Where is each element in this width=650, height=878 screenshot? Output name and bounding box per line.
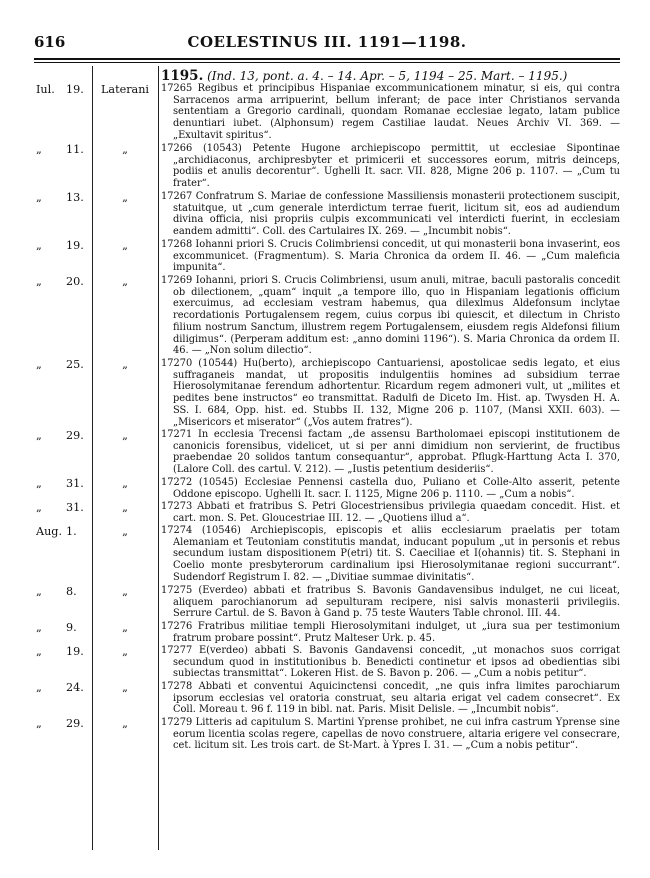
entry-day: 31. <box>66 477 84 490</box>
entry-place: „ <box>122 358 128 371</box>
entry-day: 1. <box>66 525 77 538</box>
entry-body: 17278 Abbati et conventui Aquicinctensi concedit, „ne quis infra limites parochiarum ipsorum ecclesias vel oratoria construat, seu altaria erigat vel cadem consecret“. Ex Coll. Moreau t. 96 f. 119 in bibl. nat. Paris. Misit Delisle. — „Incumbit nobis“. <box>161 681 620 716</box>
entry-month: Aug. <box>36 525 63 538</box>
entry-body: 17272 (10545) Ecclesiae Pennensi castella duo, Puliano et Colle-Alto asserit, petente Oddone episcopo. Ughelli It. sacr. I. 1125, Migne 206 p. 1110. — „Cum a nobis“. <box>161 477 620 500</box>
entry-text <box>161 358 620 428</box>
entry-place: „ <box>122 275 128 288</box>
entry-day: 19. <box>66 645 84 658</box>
entry-text <box>161 585 620 620</box>
entry-place: „ <box>122 501 128 514</box>
entry-text <box>161 717 620 752</box>
entry-place: „ <box>122 585 128 598</box>
entry-month: „ <box>36 239 42 252</box>
entry-place: „ <box>122 429 128 442</box>
year-heading <box>161 68 567 84</box>
entry-month: „ <box>36 358 42 371</box>
entry-place: „ <box>122 717 128 730</box>
entry-body: 17269 Iohanni, priori S. Crucis Colimbriensi, usum anuli, mitrae, baculi pastoralis concedit ob dilectionem, „quam“ inquit „a tempore illo, quo in Hispaniam legationis officium exercuimus, ad ecclesiam vestram habemus, qua dilexlmus Aldefonsum inclytae recordationis Portugalensem regem, cuius corpus ibi quiescit, et dilectum in Christo filium nostrum Sanctum, illustrem regem Portugalensem, eiusdem regis Aldefonsi filium diligimus“. (Perperam additum est: „anno domini 1196“). S. Maria Chronica da ordem II. 46. — „Non solum dilectio“. <box>161 275 620 357</box>
entry-day: 24. <box>66 681 84 694</box>
entry-month: „ <box>36 645 42 658</box>
entry-text <box>161 525 620 584</box>
entry-day: 29. <box>66 717 84 730</box>
entry-body: 17266 (10543) Petente Hugone archiepiscopo permittit, ut ecclesiae Sipontinae „archidiaconus, archipresbyter et primicerii et successores eorum, mitris deinceps, podiis et anulis decorentur“. Ughelli It. sacr. VII. 828, Migne 206 p. 1107. — „Cum tu frater“. <box>161 143 620 190</box>
entry-day: 11. <box>66 143 84 156</box>
entry-month: „ <box>36 143 42 156</box>
entry-month: „ <box>36 191 42 204</box>
entry-place: „ <box>122 681 128 694</box>
entry-text <box>161 143 620 190</box>
running-title: COELESTINUS III. 1191—1198. <box>187 33 467 51</box>
entry-month: „ <box>36 621 42 634</box>
header-rule <box>34 58 620 60</box>
entry-day: 8. <box>66 585 77 598</box>
column-divider-date <box>92 66 93 850</box>
entry-month: „ <box>36 717 42 730</box>
entry-body: 17274 (10546) Archiepiscopis, episcopis et aliis ecclesiarum praelatis per totam Alemaniam et Teutoniam constitutis mandat, inducant populum „ut in personis et rebus secundum iustam dispositionem P(etri) tit. S. Caeciliae et I(ohannis) tit. S. Stephani in Coelio monte presbyterorum cardinalium ipsi Hierosolymitanae regioni succurrant“. Sudendorf Registrum I. 82. — „Divitiae summae divinitatis“. <box>161 525 620 583</box>
entry-day: 9. <box>66 621 77 634</box>
entry-place: „ <box>122 239 128 252</box>
entry-text <box>161 275 620 357</box>
entry-place: „ <box>122 191 128 204</box>
entry-text <box>161 681 620 716</box>
page-header <box>34 33 620 53</box>
entry-text <box>161 477 620 500</box>
entry-place: „ <box>122 645 128 658</box>
entry-month: „ <box>36 681 42 694</box>
entry-place: „ <box>122 477 128 490</box>
entry-month: Iul. <box>36 83 55 96</box>
entry-text <box>161 621 620 644</box>
entry-day: 25. <box>66 358 84 371</box>
entry-body: 17268 Iohanni priori S. Crucis Colimbriensi concedit, ut qui monasterii bona invaserint, eos excommunicet. (Fragmentum). S. Maria Chronica da ordem II. 46. — „Cum maleficia impunita“. <box>161 239 620 274</box>
page-number: 616 <box>34 33 66 51</box>
entry-body: 17271 In ecclesia Trecensi factam „de assensu Bartholomaei episcopi institutionem de canonicis forensibus, videlicet, ut si per anni dimidium non servierint, de fructibus praebendae 20 solidos tantum consequantur“, approbat. Pflugk-Harttung Acta I. 370, (Lalore Coll. des cartul. V. 212). — „Iustis petentium desideriis“. <box>161 429 620 476</box>
entry-place: „ <box>122 621 128 634</box>
entry-body: 17276 Fratribus militiae templi Hierosolymitani indulget, ut „iura sua per testimonium fratrum probare possint“. Prutz Malteser Urk. p. 45. <box>161 621 620 644</box>
entry-body: 17277 E(verdeo) abbati S. Bavonis Gandavensi concedit, „ut monachos suos corrigat secundum quod in institutionibus b. Benedicti continetur et ipsos ad obedientias sibi subiectas transmittat“. Lokeren Hist. de S. Bavon p. 206. — „Cum a nobis petitur“. <box>161 645 620 680</box>
entry-place: „ <box>122 525 128 538</box>
entry-day: 31. <box>66 501 84 514</box>
year-number: 1195. <box>161 68 204 84</box>
entry-body: 17265 Regibus et principibus Hispaniae excommunicationem minatur, si eis, qui contra Sarracenos arma arripuerint, bellum inferant; de pace inter Christianos servanda sententiam a Gregorio cardinali, quondam Romanae ecclesiae legato, latam publice denuntiari iubet. (Alphonsum) regem Castiliae laudat. Neues Archiv VI. 369. — „Exultavit spiritus“. <box>161 83 620 141</box>
entry-text <box>161 83 620 142</box>
entry-text <box>161 239 620 274</box>
entry-day: 19. <box>66 239 84 252</box>
entry-month: „ <box>36 585 42 598</box>
entry-body: 17275 (Everdeo) abbati et fratribus S. Bavonis Gandavensibus indulget, ne cui liceat, aliquem parochianorum ad sepulturam recipere, nisi salvis monasterii privilegiis. Serrure Cartul. de S. Bavon à Gand p. 75 teste Wauters Table chronol. III. 44. <box>161 585 620 620</box>
entry-body: 17267 Confratrum S. Mariae de confessione Massiliensis monasterii protectionem suscipit, statuitque, ut „cum generale interdictum terrae fuerit, licitum sit, eos ad audiendum divina officia, nisi propriis culpis excommunicati vel interdicti fuerint, in ecclesiam eandem admitti“. Coll. des Cartulaires IX. 269. — „Incumbit nobis“. <box>161 191 620 238</box>
entry-month: „ <box>36 275 42 288</box>
entry-day: 13. <box>66 191 84 204</box>
entry-month: „ <box>36 501 42 514</box>
entry-body: 17270 (10544) Hu(berto), archiepiscopo Cantuariensi, apostolicae sedis legato, et eius suffraganeis mandat, ut propositis indulgentiis homines ad subsidium terrae Hierosolymitanae ferendum adhortentur. Ricardum regem admoneri vult, ut „milites et pedites bene instructos“ eo transmittat. Radulfi de Diceto Im. Hist. ap. Twysden H. A. SS. I. 684, Opp. hist. ed. Stubbs II. 132, Migne 206 p. 1107, (Mansi XXII. 603). — „Misericors et miserator“ („Vos autem fratres“). <box>161 358 620 428</box>
entry-day: 29. <box>66 429 84 442</box>
entry-place: Laterani <box>100 83 150 96</box>
entry-month: „ <box>36 429 42 442</box>
year-note: (Ind. 13, pont. a. 4. – 14. Apr. – 5, 1194 – 25. Mart. – 1195.) <box>207 69 568 83</box>
entry-text <box>161 645 620 680</box>
entry-day: 20. <box>66 275 84 288</box>
entry-day: 19. <box>66 83 84 96</box>
header-rule-thin <box>34 62 620 63</box>
entry-text <box>161 501 620 524</box>
entry-body: 17279 Litteris ad capitulum S. Martini Yprense prohibet, ne cui infra castrum Yprense sine eorum licentia scolas regere, capellas de novo construere, altaria erigere vel consecrare, cet. licitum sit. Les trois cart. de St-Mart. à Ypres I. 31. — „Cum a nobis petitur“. <box>161 717 620 752</box>
entry-body: 17273 Abbati et fratribus S. Petri Glocestriensibus privilegia quaedam concedit. Hist. et cart. mon. S. Pet. Gloucestriae III. 12. — „Quotiens illud a“. <box>161 501 620 524</box>
entry-place: „ <box>122 143 128 156</box>
entry-month: „ <box>36 477 42 490</box>
entry-text <box>161 429 620 476</box>
column-divider-place <box>158 66 159 850</box>
entry-text <box>161 191 620 238</box>
